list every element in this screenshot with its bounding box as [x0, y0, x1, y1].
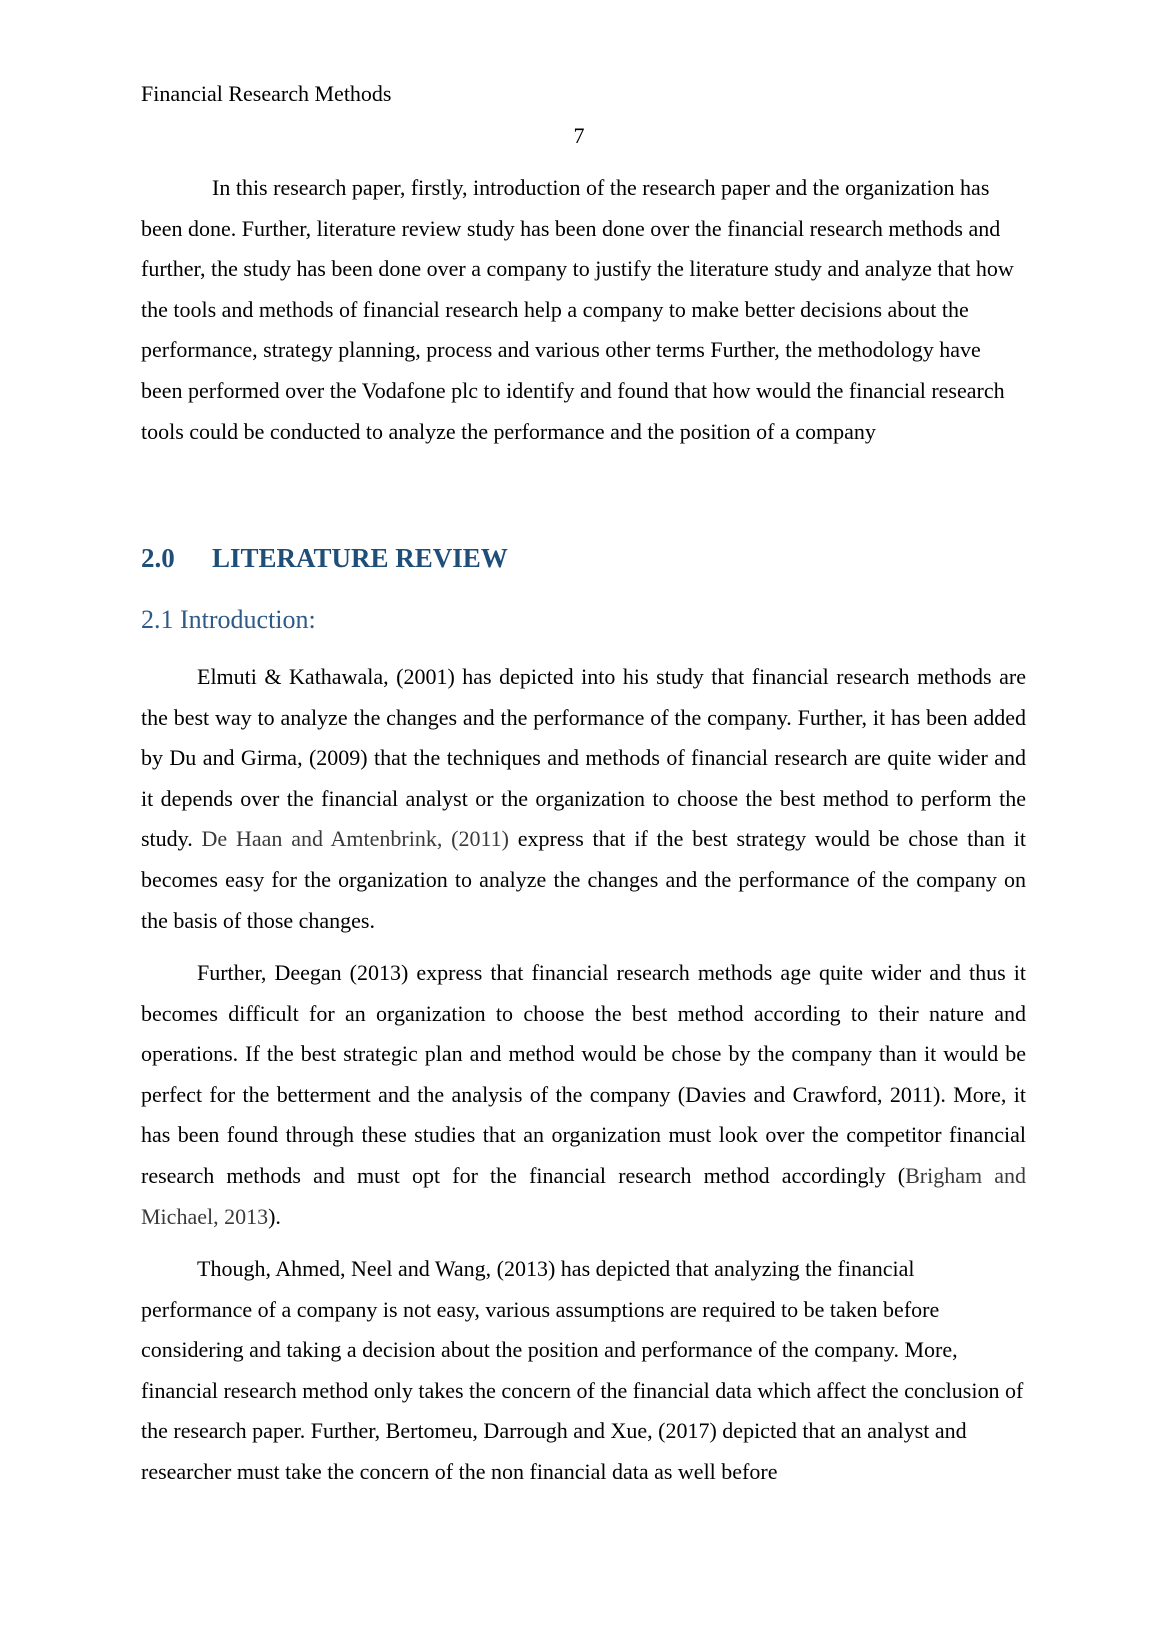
- p1-text-after: express that if the best strategy would be chose than it becomes easy for the organization to analyze the changes and the performance of the company on the basis of those changes.: [141, 826, 1026, 933]
- running-header: Financial Research Methods: [141, 81, 392, 106]
- section-number: 2.0: [141, 543, 175, 573]
- body-paragraph-1: [141, 657, 1026, 941]
- p1-text-before: Elmuti & Kathawala, (2001) has depicted into his study that financial research methods are the best way to analyze the changes and the performance of the company. Further, it has been added by Du and Girma, (2009) that the techniques and methods of financial research are quite wider and it depends over the financial analyst or the organization to choose the best method to perform the study.: [141, 664, 1026, 852]
- p2-citation-1: Davies and Crawford, 2011: [685, 1081, 934, 1107]
- subsection-heading: 2.1 Introduction:: [141, 605, 316, 634]
- p2-citation-2: Brigham and Michael, 2013: [141, 1162, 1026, 1229]
- p2-text-before: Further, Deegan (2013) express that financial research methods age quite wider and thus it becomes difficult for an organization to choose the best method according to their nature and operations. If the best strategic plan and method would be chose by the company than it would be perfect for the betterment and the analysis of the company (: [141, 960, 1026, 1107]
- p1-citation: De Haan and Amtenbrink, (2011): [201, 826, 509, 852]
- section-heading: [141, 541, 508, 575]
- p2-text-after: ).: [268, 1203, 281, 1229]
- page-number: 7: [573, 123, 585, 148]
- intro-paragraph: [141, 168, 1026, 452]
- section-title: LITERATURE REVIEW: [212, 543, 508, 573]
- p2-text-middle: ). More, it has been found through these studies that an organization must look over the competitor financial research methods and must opt for the financial research method accordingly (: [141, 1081, 1026, 1188]
- intro-paragraph-text: In this research paper, firstly, introduction of the research paper and the organization has been done. Further, literature review study has been done over the financial research methods and further, the study has been done over a company to justify the literature study and analyze that how the tools and methods of financial research help a company to make better decisions about the performance, strategy planning, process and various other terms Further, the methodology have been performed over the Vodafone plc to identify and found that how would the financial research tools could be conducted to analyze the performance and the position of a company: [141, 175, 1014, 444]
- body-paragraph-2: [141, 953, 1026, 1237]
- body-paragraph-3: Though, Ahmed, Neel and Wang, (2013) has depicted that analyzing the financial performance of a company is not easy, various assumptions are required to be taken before considering and taking a decision about the position and performance of the company. More, financial research method only takes the concern of the financial data which affect the conclusion of the research paper. Further, Bertomeu, Darrough and Xue, (2017) depicted that an analyst and researcher must take the concern of the non financial data as well before: [141, 1256, 1024, 1484]
